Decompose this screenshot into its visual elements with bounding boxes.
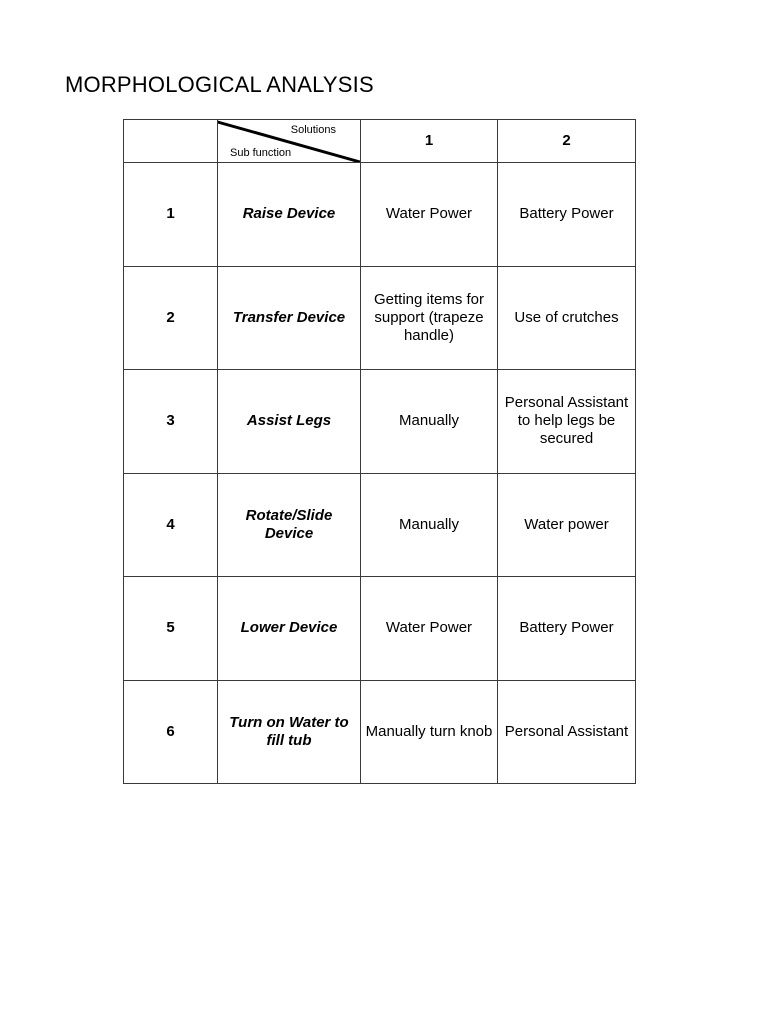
table-row bbox=[124, 163, 636, 267]
solution-1-cell: Water Power bbox=[361, 577, 498, 681]
row-number: 1 bbox=[124, 163, 218, 267]
row-number: 3 bbox=[124, 370, 218, 474]
morphological-table bbox=[123, 119, 636, 784]
sub-function-cell: Assist Legs bbox=[218, 370, 361, 474]
header-row bbox=[124, 120, 636, 163]
diagonal-header-cell bbox=[218, 120, 361, 163]
sub-function-cell: Transfer Device bbox=[218, 266, 361, 370]
solution-2-cell: Use of crutches bbox=[498, 266, 636, 370]
page-title: MORPHOLOGICAL ANALYSIS bbox=[65, 72, 374, 97]
solution-2-cell: Personal Assistant to help legs be secured bbox=[498, 370, 636, 474]
solution-1-cell: Manually bbox=[361, 473, 498, 577]
sub-function-label: Sub function bbox=[230, 147, 292, 159]
solution-1-cell: Water Power bbox=[361, 163, 498, 267]
table-row bbox=[124, 266, 636, 370]
sub-function-cell: Raise Device bbox=[218, 163, 361, 267]
solution-1-cell: Getting items for support (trapeze handle) bbox=[361, 266, 498, 370]
solution-2-cell: Personal Assistant bbox=[498, 680, 636, 784]
row-number: 5 bbox=[124, 577, 218, 681]
solutions-label: Solutions bbox=[290, 124, 336, 136]
row-number: 4 bbox=[124, 473, 218, 577]
corner-empty-cell bbox=[124, 120, 218, 163]
solution-header-2: 2 bbox=[498, 120, 636, 163]
solution-1-cell: Manually turn knob bbox=[361, 680, 498, 784]
solution-1-cell: Manually bbox=[361, 370, 498, 474]
sub-function-cell: Rotate/Slide Device bbox=[218, 473, 361, 577]
solution-2-cell: Battery Power bbox=[498, 577, 636, 681]
sub-function-cell: Turn on Water to fill tub bbox=[218, 680, 361, 784]
table-row bbox=[124, 370, 636, 474]
table-row bbox=[124, 680, 636, 784]
row-number: 2 bbox=[124, 266, 218, 370]
solution-header-1: 1 bbox=[361, 120, 498, 163]
row-number: 6 bbox=[124, 680, 218, 784]
sub-function-cell: Lower Device bbox=[218, 577, 361, 681]
table-row bbox=[124, 473, 636, 577]
solution-2-cell: Water power bbox=[498, 473, 636, 577]
table-row bbox=[124, 577, 636, 681]
solution-2-cell: Battery Power bbox=[498, 163, 636, 267]
